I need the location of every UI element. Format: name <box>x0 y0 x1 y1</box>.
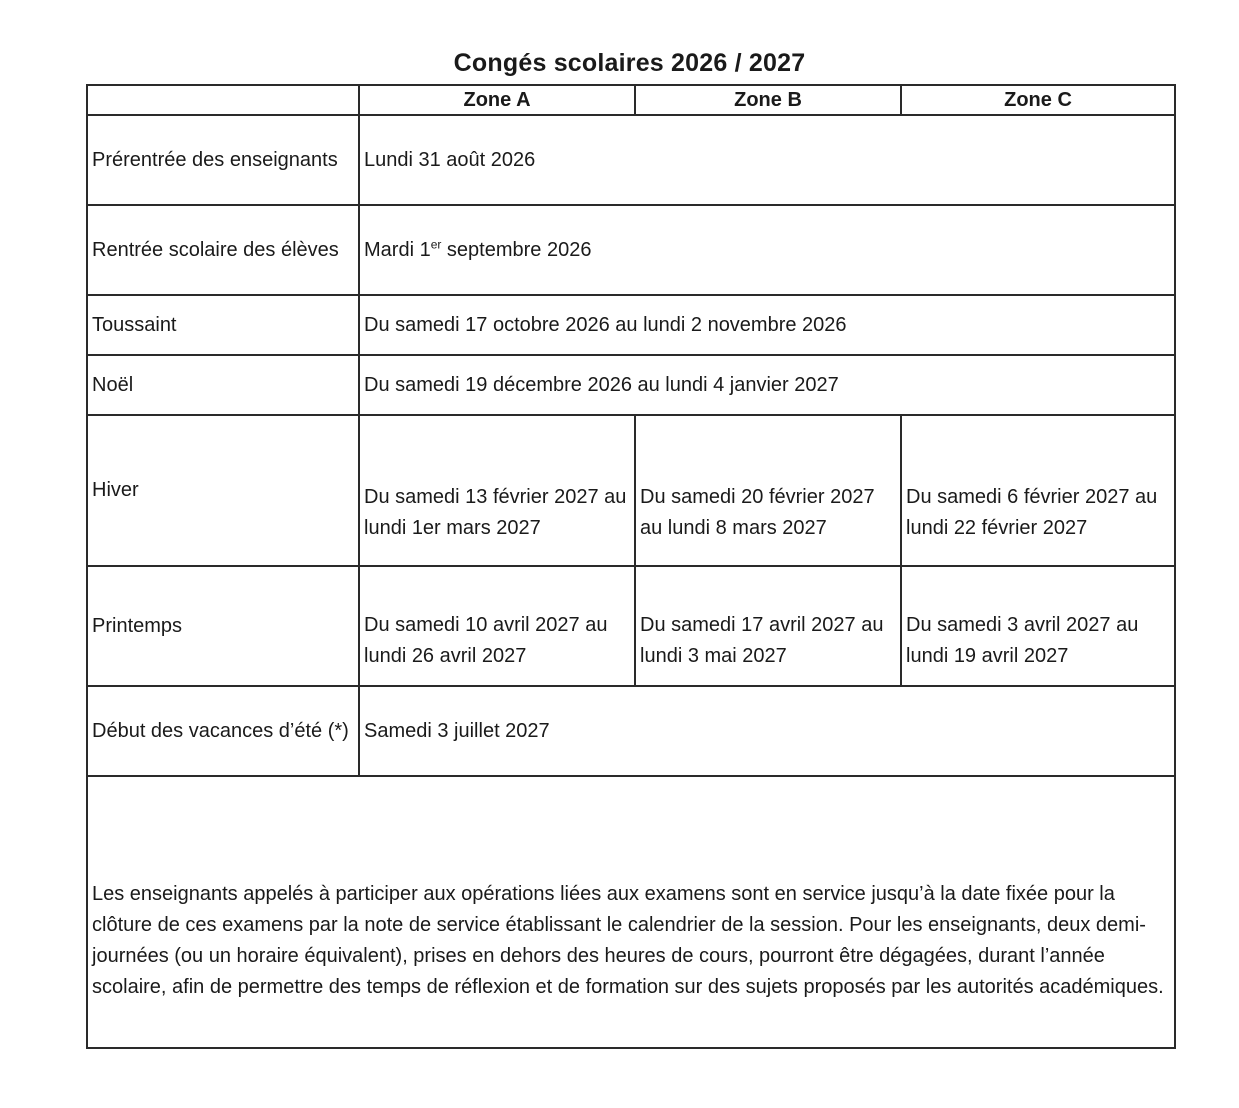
table-row-noel <box>87 355 1175 415</box>
table-row-printemps <box>87 566 1175 686</box>
row-label-rentree: Rentrée scolaire des élèves <box>87 205 359 295</box>
footnote-text: Les enseignants appelés à participer aux opérations liées aux examens sont en service jusqu’à la date fixée pour la clôture de ces examens par la note de service établissant le calendrier de la session. Pour les enseignants, deux demi-journées (ou un horaire équivalent), prises en dehors des heures de cours, pourront être dégagées, durant l’année scolaire, afin de permettre des temps de réflexion et de formation sur des sujets proposés par les autorités académiques. <box>87 776 1175 1048</box>
hiver-zone-c: Du samedi 6 février 2027 au lundi 22 février 2027 <box>901 415 1175 566</box>
row-value-prerentree: Lundi 31 août 2026 <box>359 115 1175 205</box>
hiver-zone-b: Du samedi 20 février 2027 au lundi 8 mars 2027 <box>635 415 901 566</box>
table-row-hiver <box>87 415 1175 566</box>
rentree-value-suffix: septembre 2026 <box>441 238 592 261</box>
school-holidays-table <box>86 84 1176 1049</box>
rentree-value-superscript: er <box>430 236 442 251</box>
row-label-hiver: Hiver <box>87 415 359 566</box>
row-value-ete: Samedi 3 juillet 2027 <box>359 686 1175 776</box>
table-header-row <box>87 85 1175 115</box>
printemps-zone-b: Du samedi 17 avril 2027 au lundi 3 mai 2027 <box>635 566 901 686</box>
table-row-ete <box>87 686 1175 776</box>
header-zone-c: Zone C <box>901 85 1175 115</box>
row-label-toussaint: Toussaint <box>87 295 359 355</box>
table-row-note <box>87 776 1175 1048</box>
row-label-printemps: Printemps <box>87 566 359 686</box>
header-blank-cell <box>87 85 359 115</box>
hiver-zone-a: Du samedi 13 février 2027 au lundi 1er mars 2027 <box>359 415 635 566</box>
row-label-ete: Début des vacances d’été (*) <box>87 686 359 776</box>
row-value-rentree <box>359 205 1175 295</box>
row-label-noel: Noël <box>87 355 359 415</box>
header-zone-a: Zone A <box>359 85 635 115</box>
table-row-rentree <box>87 205 1175 295</box>
table-row-toussaint <box>87 295 1175 355</box>
row-label-prerentree: Prérentrée des enseignants <box>87 115 359 205</box>
page-title: Congés scolaires 2026 / 2027 <box>453 49 806 77</box>
printemps-zone-c: Du samedi 3 avril 2027 au lundi 19 avril 2027 <box>901 566 1175 686</box>
header-zone-b: Zone B <box>635 85 901 115</box>
rentree-value-prefix: Mardi 1 <box>364 238 431 261</box>
row-value-toussaint: Du samedi 17 octobre 2026 au lundi 2 novembre 2026 <box>359 295 1175 355</box>
printemps-zone-a: Du samedi 10 avril 2027 au lundi 26 avril 2027 <box>359 566 635 686</box>
row-value-noel: Du samedi 19 décembre 2026 au lundi 4 janvier 2027 <box>359 355 1175 415</box>
table-row-prerentree <box>87 115 1175 205</box>
